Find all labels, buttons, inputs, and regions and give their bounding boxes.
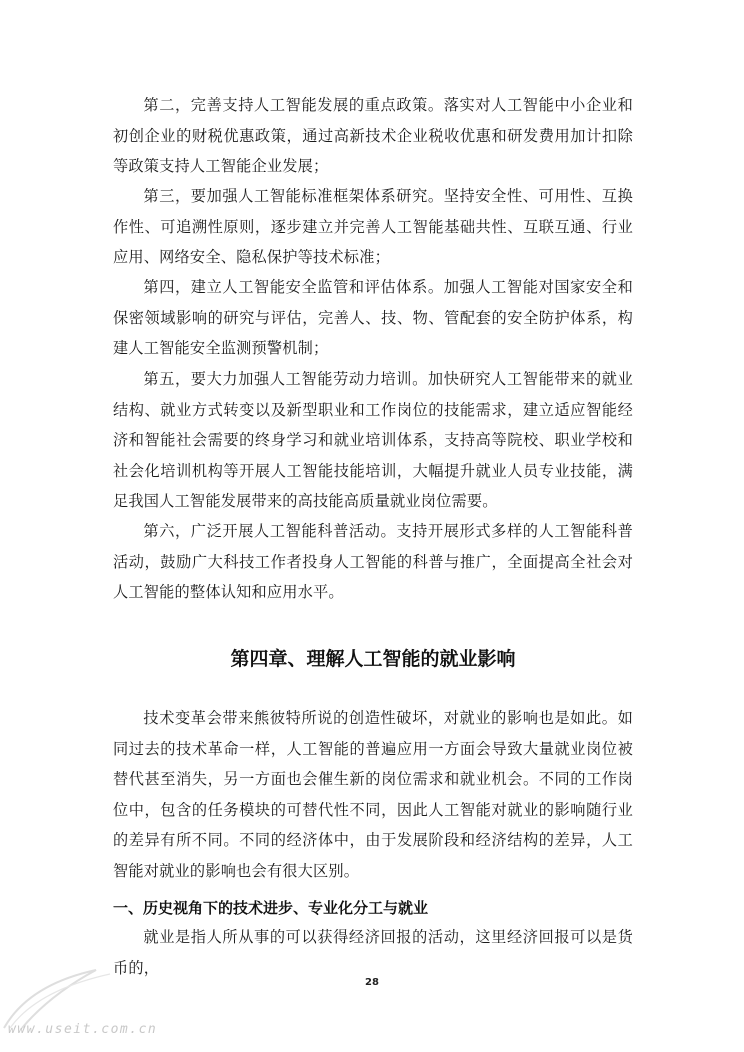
chapter-title: 第四章、理解人工智能的就业影响 [230, 648, 516, 670]
paragraph-outreach: 第六，广泛开展人工智能科普活动。支持开展形式多样的人工智能科普活动，鼓励广大科技工作者投身人工智能的科普与推广，全面提高全社会对人工智能的整体认知和应用水平。 [113, 522, 633, 601]
section-first-line: 就业是指人所从事的可以获得经济回报的活动，这里经济回报可以是货币的， [113, 928, 633, 977]
watermark-text: www.useit.com.cn [8, 1022, 158, 1037]
paragraph-standards: 第三，要加强人工智能标准框架体系研究。坚持安全性、可用性、互换作性、可追溯性原则，逐步建立并完善人工智能基础共性、互联互通、行业应用、网络安全、隐私保护等技术标准； [113, 187, 633, 266]
chapter-intro-paragraph: 技术变革会带来熊彼特所说的创造性破坏，对就业的影响也是如此。如同过去的技术革命一样，人工智能的普遍应用一方面会导致大量就业岗位被替代甚至消失，另一方面也会催生新的岗位需求和就业机会。不同的工作岗位中，包含的任务模块的可替代性不同，因此人工智能对就业的影响随行业的差异有所不同。不同的经济体中，由于发展阶段和经济结构的差异，人工智能对就业的影响也会有很大区别。 [113, 709, 633, 880]
page-number: 28 [365, 977, 379, 988]
paragraph-training: 第五，要大力加强人工智能劳动力培训。加快研究人工智能带来的就业结构、就业方式转变以及新型职业和工作岗位的技能需求，建立适应智能经济和智能社会需要的终身学习和就业培训体系，支持高等院校、职业学校和社会化培训机构等开展人工智能技能培训，大幅提升就业人员专业技能，满足我国人工智能发展带来的高技能高质量就业岗位需要。 [113, 370, 633, 510]
section-title: 一、历史视角下的技术进步、专业化分工与就业 [113, 899, 429, 917]
watermark-swirl-icon [0, 940, 140, 1030]
paragraph-security: 第四，建立人工智能安全监管和评估体系。加强人工智能对国家安全和保密领域影响的研究与评估，完善人、技、物、管配套的安全防护体系，构建人工智能安全监测预警机制； [113, 278, 633, 357]
paragraph-policy: 第二，完善支持人工智能发展的重点政策。落实对人工智能中小企业和初创企业的财税优惠政策，通过高新技术企业税收优惠和研发费用加计扣除等政策支持人工智能企业发展； [113, 96, 633, 175]
